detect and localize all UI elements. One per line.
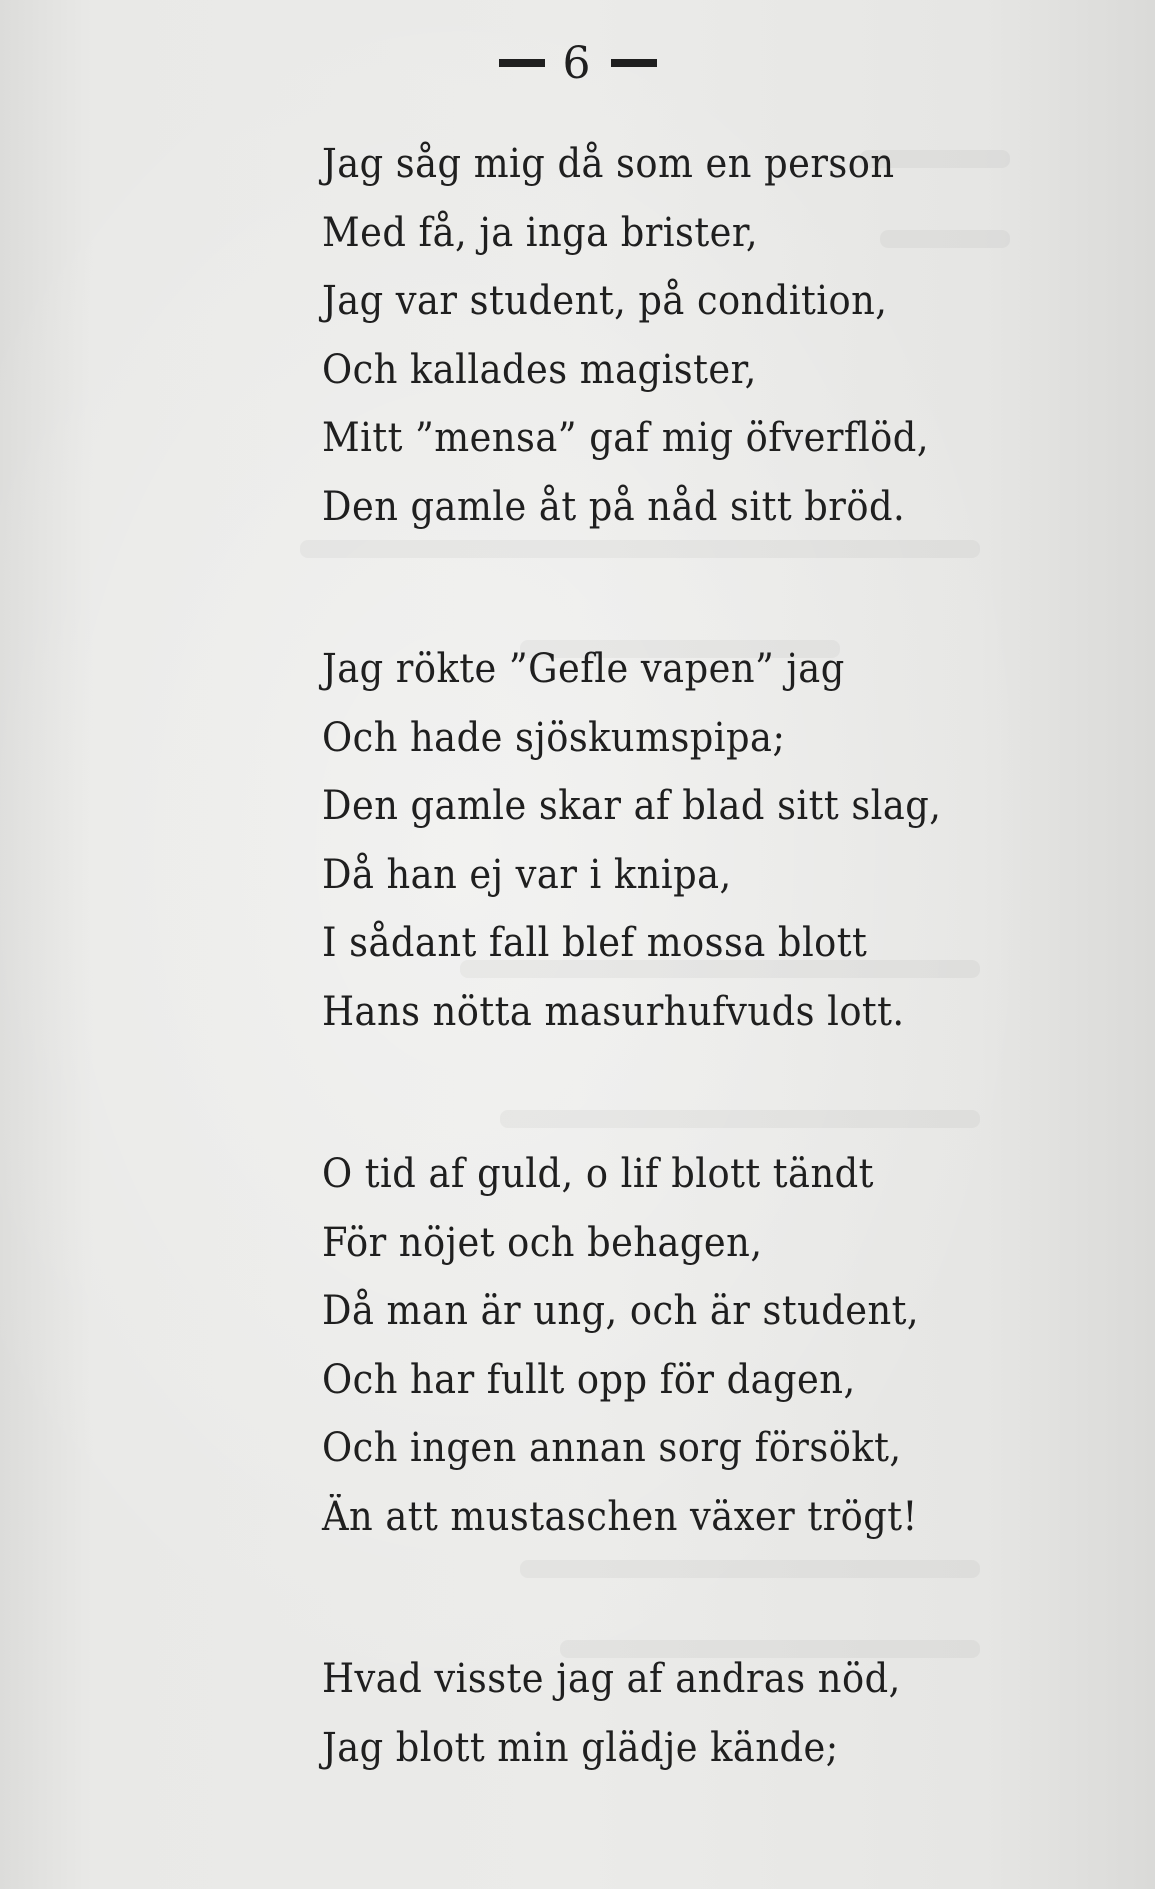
verse-line: Den gamle skar af blad sitt slag, bbox=[322, 783, 942, 829]
verse-line: O tid af guld, o lif blott tändt bbox=[322, 1151, 874, 1197]
verse-line: Då han ej var i knipa, bbox=[322, 851, 732, 898]
verse-line: Och hade sjöskumspipa; bbox=[322, 714, 786, 761]
verse-line: Då man är ung, och är student, bbox=[322, 1288, 920, 1334]
verse-line: Den gamle åt på nåd sitt bröd. bbox=[322, 483, 906, 530]
verse-line: Jag såg mig då som en person bbox=[322, 141, 895, 187]
stanza-1 bbox=[322, 130, 1042, 541]
verse-line: Med få, ja inga brister, bbox=[322, 209, 759, 256]
verse-line: Och ingen annan sorg försökt, bbox=[322, 1425, 902, 1471]
verse-line: I sådant fall blef mossa blott bbox=[322, 920, 868, 966]
page-number-dash-left bbox=[499, 59, 545, 67]
stanza-4 bbox=[322, 1645, 1042, 1782]
verse-line: Jag blott min glädje kände; bbox=[322, 1724, 839, 1771]
verse-line: Än att mustaschen växer trögt! bbox=[322, 1493, 918, 1540]
poem-text bbox=[322, 130, 1042, 1876]
page-number bbox=[0, 38, 1155, 89]
verse-line: Och har fullt opp för dagen, bbox=[322, 1356, 856, 1403]
verse-line: Jag rökte ”Gefle vapen” jag bbox=[322, 646, 845, 692]
verse-line: Hvad visste jag af andras nöd, bbox=[322, 1656, 901, 1702]
verse-line: Och kallades magister, bbox=[322, 346, 757, 393]
page-number-text: 6 bbox=[562, 38, 593, 89]
stanza-2 bbox=[322, 635, 1042, 1046]
verse-line: Hans nötta masurhufvuds lott. bbox=[322, 988, 905, 1035]
verse-line: För nöjet och behagen, bbox=[322, 1219, 763, 1266]
page-number-dash-right bbox=[611, 59, 657, 67]
verse-line: Mitt ”mensa” gaf mig öfverflöd, bbox=[322, 415, 929, 461]
verse-line: Jag var student, på condition, bbox=[322, 278, 888, 324]
stanza-3 bbox=[322, 1140, 1042, 1551]
